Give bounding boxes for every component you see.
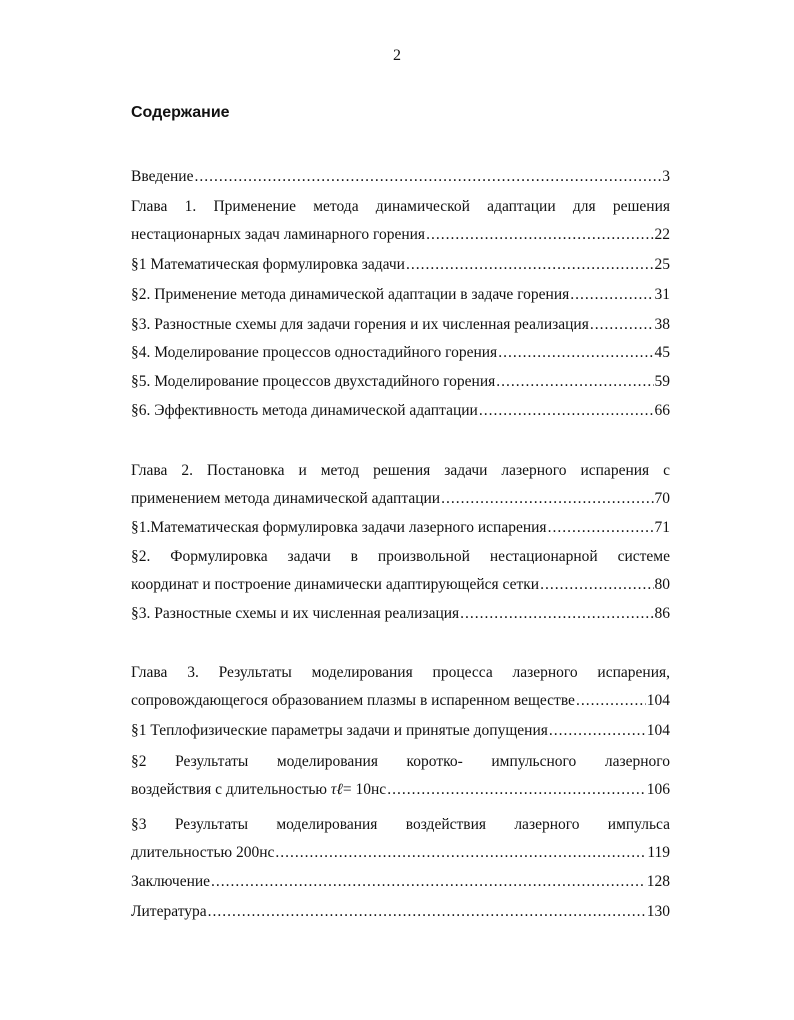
toc-entry-3-3: длительностью 200нс ..... 119: [131, 842, 670, 864]
toc-entry-3-2-title: §2 Результаты моделирования коротко- импульсного лазерного: [131, 753, 670, 770]
toc-entry-1-2: §2. Применение метода динамической адаптации в задаче горения ..... 31: [131, 284, 670, 306]
toc-entry-3-3-title: §3 Результаты моделирования воздействия лазерного импульса: [131, 816, 670, 833]
toc-entry-1-6: §6. Эффективность метода динамической адаптации ..... 66: [131, 400, 670, 422]
page-number: 2: [393, 47, 401, 64]
toc-entry-2-2-title: §2. Формулировка задачи в произвольной нестационарной системе: [131, 548, 670, 565]
toc-entry-introduction: Введение ..... 3: [131, 166, 670, 188]
toc-chapter-1-title: Глава 1. Применение метода динамической адаптации для решения: [131, 198, 670, 215]
toc-heading: Содержание: [131, 104, 230, 121]
toc-entry-chapter-1: нестационарных задач ламинарного горения ..... 22: [131, 224, 670, 246]
toc-entry-3-2: воздействия с длительностью τℓ= 10нс ..... 106: [131, 779, 670, 801]
toc-entry-2-1: §1.Математическая формулировка задачи лазерного испарения ..... 71: [131, 517, 670, 539]
toc-chapter-3-title: Глава 3. Результаты моделирования процесса лазерного испарения,: [131, 664, 670, 681]
toc-entry-1-3: §3. Разностные схемы для задачи горения и их численная реализация ..... 38: [131, 314, 670, 336]
tau-symbol: τℓ: [330, 781, 343, 798]
toc-entry-1-1: §1 Математическая формулировка задачи ..... 25: [131, 254, 670, 276]
toc-entry-2-2: координат и построение динамически адаптирующейся сетки ..... 80: [131, 574, 670, 596]
toc-entry-chapter-3: сопровождающегося образованием плазмы в испаренном веществе ..... 104: [131, 690, 670, 712]
toc-entry-conclusion: Заключение ..... 128: [131, 871, 670, 893]
toc-chapter-2-title: Глава 2. Постановка и метод решения задачи лазерного испарения с: [131, 462, 670, 479]
toc-entry-3-1: §1 Теплофизические параметры задачи и принятые допущения ..... 104: [131, 720, 670, 742]
toc-entry-literature: Литература ..... 130: [131, 901, 670, 923]
toc-entry-chapter-2: применением метода динамической адаптации ..... 70: [131, 488, 670, 510]
toc-entry-1-5: §5. Моделирование процессов двухстадийного горения ..... 59: [131, 371, 670, 393]
toc-entry-2-3: §3. Разностные схемы и их численная реализация ..... 86: [131, 603, 670, 625]
toc-entry-1-4: §4. Моделирование процессов одностадийного горения ..... 45: [131, 342, 670, 364]
